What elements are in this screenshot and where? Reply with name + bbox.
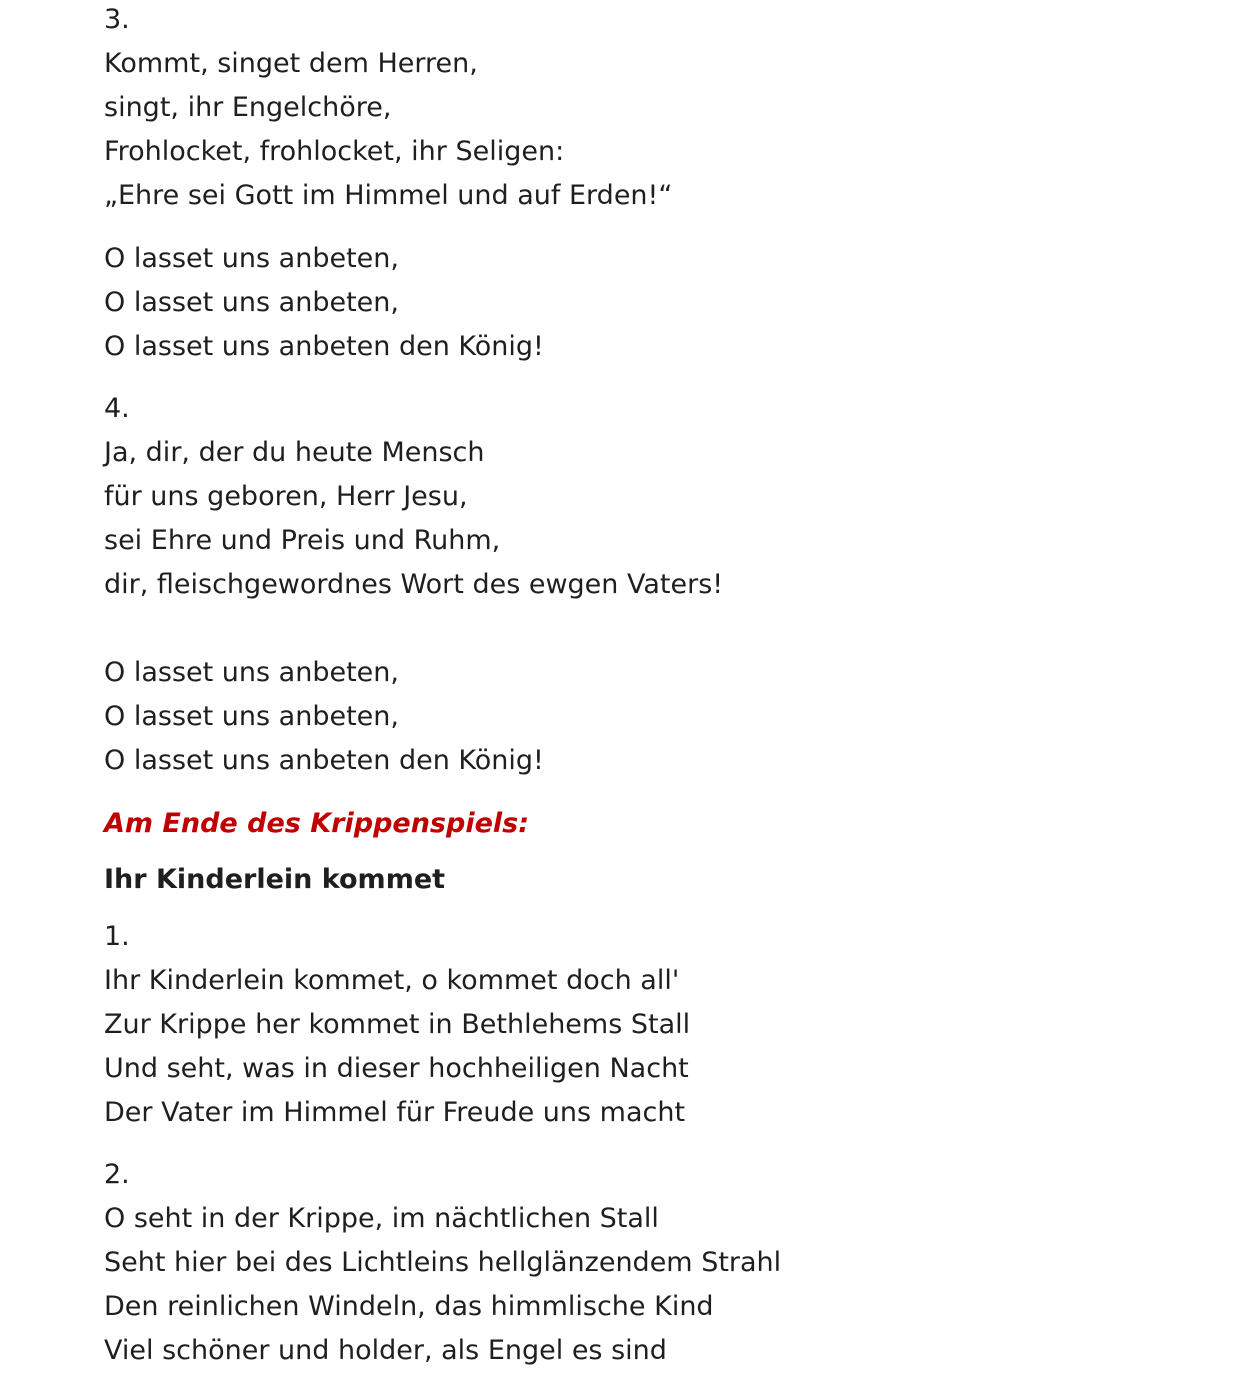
verse-line: Seht hier bei des Lichtleins hellglänzendem Strahl — [104, 1247, 782, 1278]
refrain-line: O lasset uns anbeten den König! — [104, 745, 544, 776]
kinder-verse-1 — [104, 915, 690, 1135]
verse-line: Zur Krippe her kommet in Bethlehems Stall — [104, 1009, 691, 1040]
refrain-line: O lasset uns anbeten, — [104, 701, 399, 732]
verse-line: „Ehre sei Gott im Himmel und auf Erden!“ — [104, 180, 673, 211]
refrain-line: O lasset uns anbeten, — [104, 287, 399, 318]
verse-line: Ja, dir, der du heute Mensch — [104, 437, 485, 468]
refrain-line: O lasset uns anbeten, — [104, 657, 399, 688]
verse-number: 4. — [104, 393, 130, 424]
verse-line: O seht in der Krippe, im nächtlichen Stall — [104, 1203, 659, 1234]
verse-line: sei Ehre und Preis und Ruhm, — [104, 525, 501, 556]
refrain-line: O lasset uns anbeten den König! — [104, 331, 544, 362]
verse-4 — [104, 387, 723, 607]
kinder-verse-2 — [104, 1153, 781, 1373]
verse-line: Kommt, singet dem Herren, — [104, 48, 478, 79]
refrain-2 — [104, 651, 544, 783]
verse-line: Frohlocket, frohlocket, ihr Seligen: — [104, 136, 565, 167]
refrain-1 — [104, 237, 544, 369]
section-heading: Am Ende des Krippenspiels: — [104, 808, 530, 839]
verse-line: Der Vater im Himmel für Freude uns macht — [104, 1097, 686, 1128]
verse-line: singt, ihr Engelchöre, — [104, 92, 392, 123]
verse-line: Und seht, was in dieser hochheiligen Nacht — [104, 1053, 689, 1084]
verse-line: Viel schöner und holder, als Engel es sind — [104, 1335, 667, 1366]
verse-number: 1. — [104, 921, 130, 952]
verse-3 — [104, 0, 672, 218]
verse-line: Den reinlichen Windeln, das himmlische Kind — [104, 1291, 714, 1322]
song-title: Ihr Kinderlein kommet — [104, 864, 446, 895]
refrain-line: O lasset uns anbeten, — [104, 243, 399, 274]
verse-line: Ihr Kinderlein kommet, o kommet doch all' — [104, 965, 680, 996]
verse-line: für uns geboren, Herr Jesu, — [104, 481, 468, 512]
verse-line: dir, fleischgewordnes Wort des ewgen Vaters! — [104, 569, 724, 600]
verse-number: 2. — [104, 1159, 130, 1190]
verse-number: 3. — [104, 4, 130, 35]
